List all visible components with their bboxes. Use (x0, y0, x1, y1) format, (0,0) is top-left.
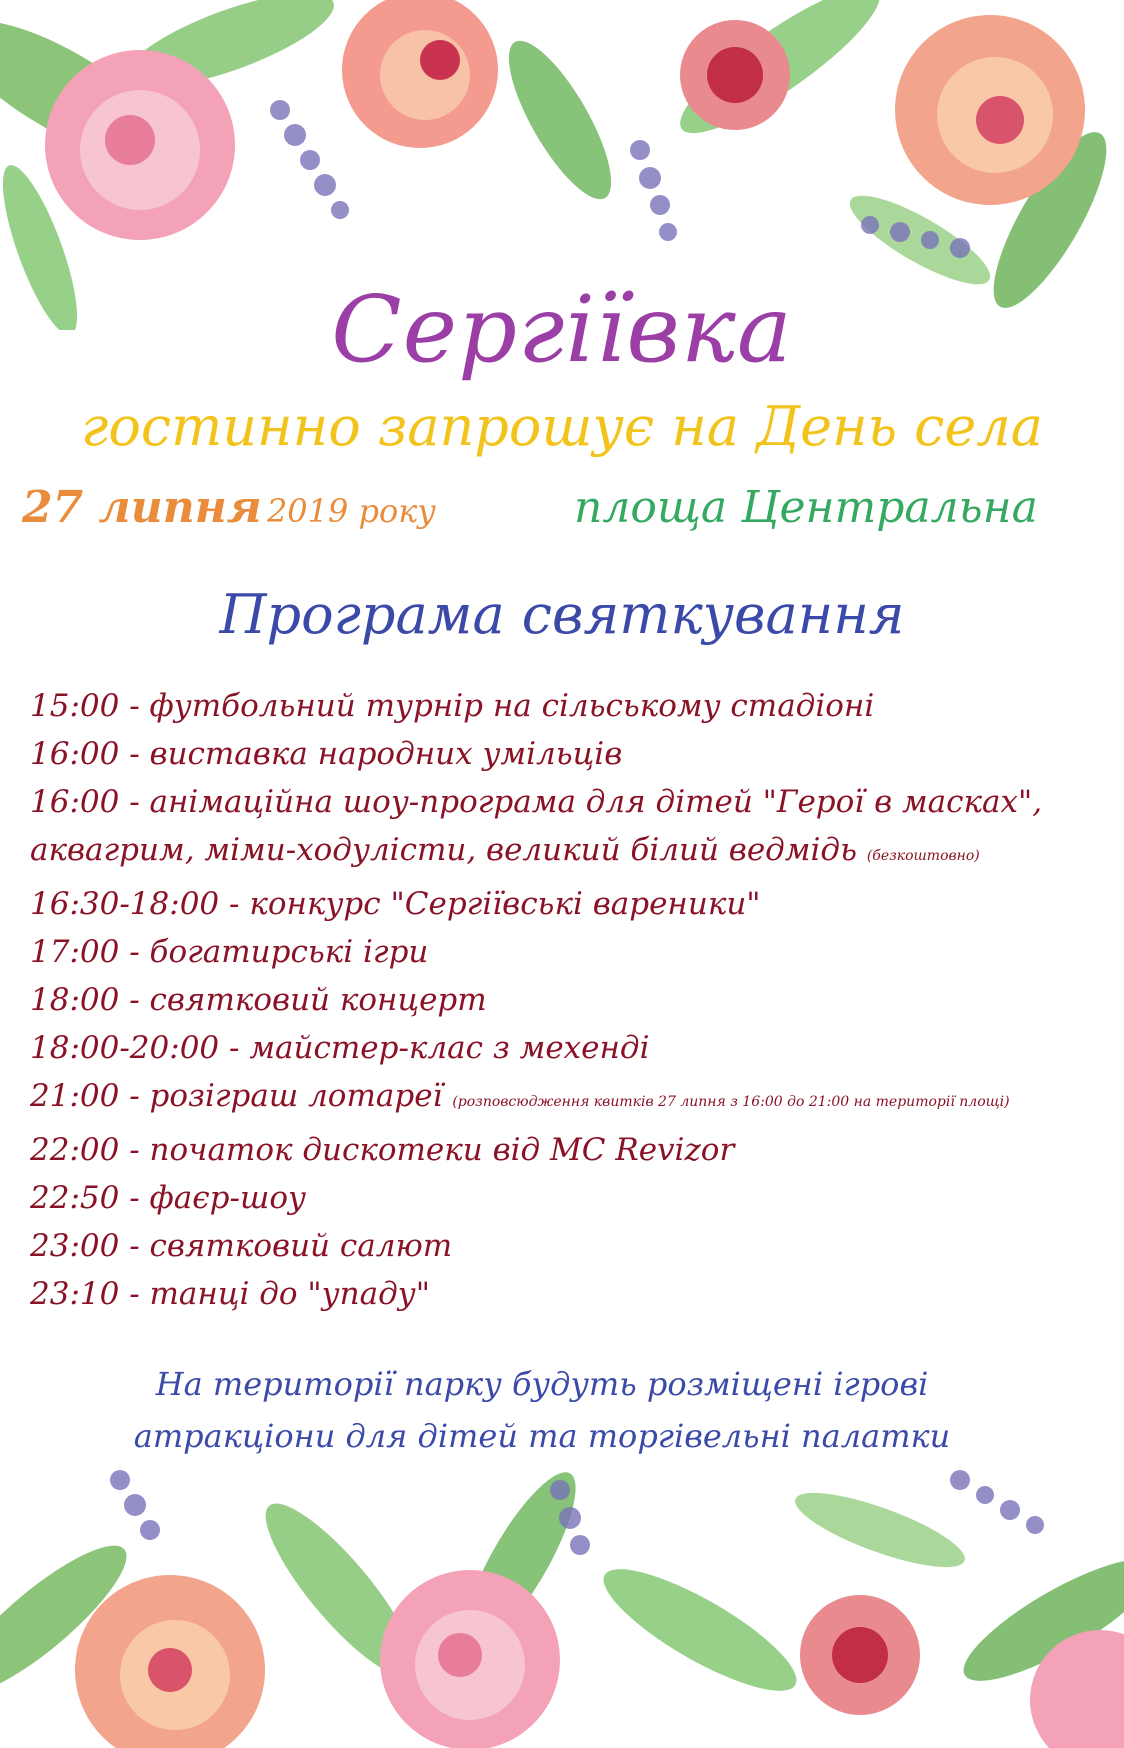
schedule-event: святковий концерт (149, 982, 487, 1018)
schedule-event: початок дискотеки від MC Revizor (149, 1132, 735, 1168)
schedule-item: 18:00-20:00 - майстер-клас з мехенді (30, 1030, 650, 1066)
footer-note (0, 1358, 1124, 1462)
schedule-event: виставка народних умільців (149, 736, 623, 772)
schedule-note: (розповсюдження квитків 27 липня з 16:00 до 21:00 на території площі) (452, 1094, 1010, 1110)
schedule-item: 17:00 - богатирські ігри (30, 934, 429, 970)
schedule-time: 18:00-20:00 (30, 1030, 220, 1066)
program-title: Програма святкування (219, 583, 905, 646)
footer-line: атракціони для дітей та торгівельні палатки (133, 1417, 951, 1455)
schedule-time: 18:00 (30, 982, 120, 1018)
event-date (22, 482, 436, 533)
schedule-item: 22:00 - початок дискотеки від MC Revizor (30, 1132, 735, 1168)
schedule-item: 15:00 - футбольний турнір на сільському стадіоні (30, 688, 875, 724)
schedule-time: 16:00 (30, 784, 120, 820)
schedule-time: 16:00 (30, 736, 120, 772)
schedule-item: 23:10 - танці до "упаду" (30, 1276, 430, 1312)
schedule-item: 16:00 - виставка народних умільців (30, 736, 623, 772)
schedule-item: 16:30-18:00 - конкурс "Сергіївські вареники" (30, 886, 761, 922)
schedule-note: (безкоштовно) (866, 848, 980, 864)
schedule-event: анімаційна шоу-програма для дітей "Герої в масках", (149, 784, 1043, 820)
schedule-item: 18:00 - святковий концерт (30, 982, 487, 1018)
schedule-item: 21:00 - розіграш лотареї (розповсюдження квитків 27 липня з 16:00 до 21:00 на території площі) (30, 1078, 1010, 1114)
schedule-event: конкурс "Сергіївські вареники" (249, 886, 761, 922)
schedule-time: 16:30-18:00 (30, 886, 220, 922)
schedule-time: 22:50 (30, 1180, 120, 1216)
schedule-time: 22:00 (30, 1132, 120, 1168)
event-year: 2019 року (266, 492, 436, 530)
schedule-event: святковий салют (149, 1228, 453, 1264)
event-day-month: 27 липня (22, 482, 262, 533)
schedule-event: аквагрим, міми-ходулісти, великий білий ведмідь (30, 832, 857, 868)
footer-line: На території парку будуть розміщені ігрові (155, 1365, 929, 1403)
schedule-time: 21:00 (30, 1078, 120, 1114)
schedule-item: 23:00 - святковий салют (30, 1228, 453, 1264)
schedule-item: 16:00 - анімаційна шоу-програма для дітей "Герої в масках", (30, 784, 1043, 820)
schedule-time: 23:10 (30, 1276, 120, 1312)
schedule-event: танці до "упаду" (149, 1276, 430, 1312)
schedule-time: 17:00 (30, 934, 120, 970)
schedule-event: футбольний турнір на сільському стадіоні (149, 688, 875, 724)
schedule-item: 22:50 - фаєр-шоу (30, 1180, 306, 1216)
schedule-event: майстер-клас з мехенді (249, 1030, 650, 1066)
floral-border-bottom (0, 1470, 1124, 1748)
schedule-item-continued (30, 826, 1115, 880)
schedule-event: богатирські ігри (149, 934, 429, 970)
schedule-event: розіграш лотареї (149, 1078, 443, 1114)
schedule-time: 15:00 (30, 688, 120, 724)
poster-subtitle: гостинно запрошує на День села (81, 395, 1043, 458)
event-place: площа Центральна (574, 482, 1038, 533)
schedule-event: фаєр-шоу (149, 1180, 306, 1216)
poster-title: Сергіївка (331, 276, 793, 383)
schedule-time: 23:00 (30, 1228, 120, 1264)
schedule-list (30, 682, 1115, 1318)
